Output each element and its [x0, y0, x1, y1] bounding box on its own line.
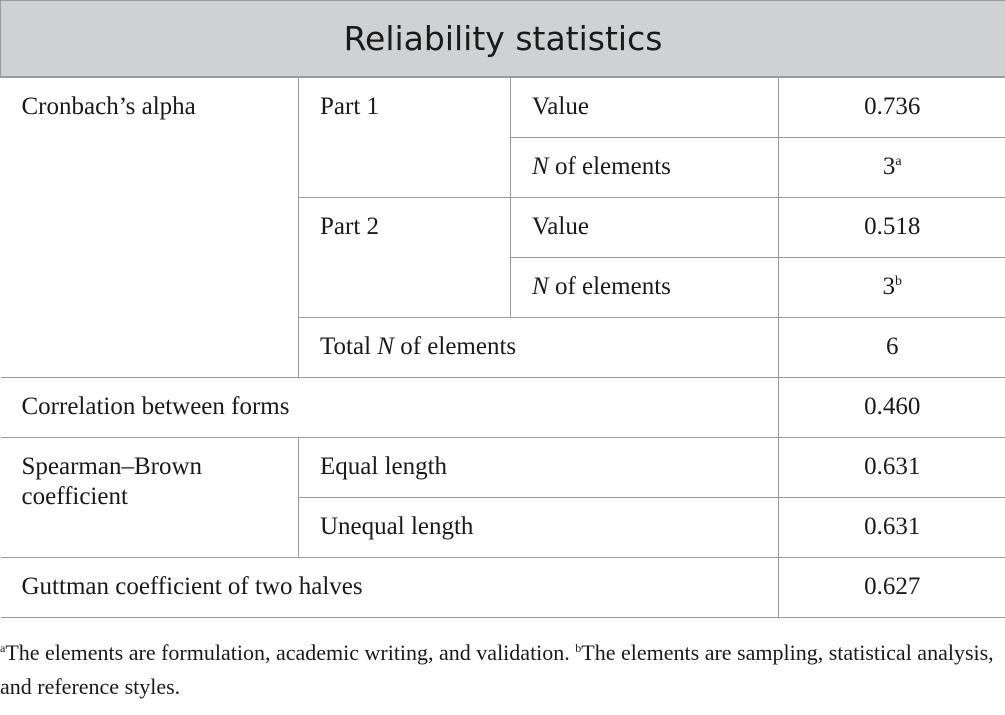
equal-length-value: 0.631 [779, 437, 1005, 497]
table-row [1, 77, 1005, 137]
part1-n-label [511, 137, 779, 197]
part1-label: Part 1 [299, 77, 511, 197]
part2-n-cell [779, 257, 1005, 317]
part1-n-footnote-marker: a [895, 154, 902, 169]
part2-value-label: Value [511, 197, 779, 257]
part1-n-cell [779, 137, 1005, 197]
spearman-brown-label: Spearman–Brown coefficient [1, 437, 299, 557]
part2-n-label [511, 257, 779, 317]
table-row [1, 437, 1005, 497]
total-n-pre: Total [320, 333, 378, 360]
table-footnote [0, 636, 1005, 704]
footnote-b-text: The elements are sampling, statistical analysis, and reference styles. [0, 640, 994, 699]
unequal-length-value: 0.631 [779, 497, 1005, 557]
part1-value-label: Value [511, 77, 779, 137]
footnote-a-text: The elements are formulation, academic writing, and validation. [5, 640, 576, 665]
part1-n-rest: of elements [548, 153, 671, 180]
part1-value: 0.736 [779, 77, 1005, 137]
part1-n-italic: N [532, 153, 549, 180]
total-n-value: 6 [779, 317, 1005, 377]
unequal-length-label: Unequal length [299, 497, 779, 557]
part2-label: Part 2 [299, 197, 511, 317]
table-row [1, 557, 1005, 617]
part1-n-value: 3 [882, 153, 896, 180]
correlation-label: Correlation between forms [1, 377, 779, 437]
guttman-label: Guttman coefficient of two halves [1, 557, 779, 617]
cronbach-alpha-label: Cronbach’s alpha [1, 77, 299, 377]
part2-n-footnote-marker: b [895, 274, 902, 289]
footnote-b-marker: b [575, 641, 582, 655]
total-n-label [299, 317, 779, 377]
footnote-a-marker: a [0, 641, 6, 655]
part2-n-value: 3 [882, 273, 895, 300]
part2-n-rest: of elements [548, 273, 671, 300]
part2-n-italic: N [532, 273, 549, 300]
equal-length-label: Equal length [299, 437, 779, 497]
part2-value: 0.518 [779, 197, 1005, 257]
total-n-rest: of elements [393, 333, 517, 360]
table-title: Reliability statistics [1, 1, 1005, 78]
table-header-row [1, 1, 1005, 78]
total-n-italic: N [377, 333, 394, 360]
guttman-value: 0.627 [779, 557, 1005, 617]
correlation-value: 0.460 [779, 377, 1005, 437]
table-row [1, 377, 1005, 437]
